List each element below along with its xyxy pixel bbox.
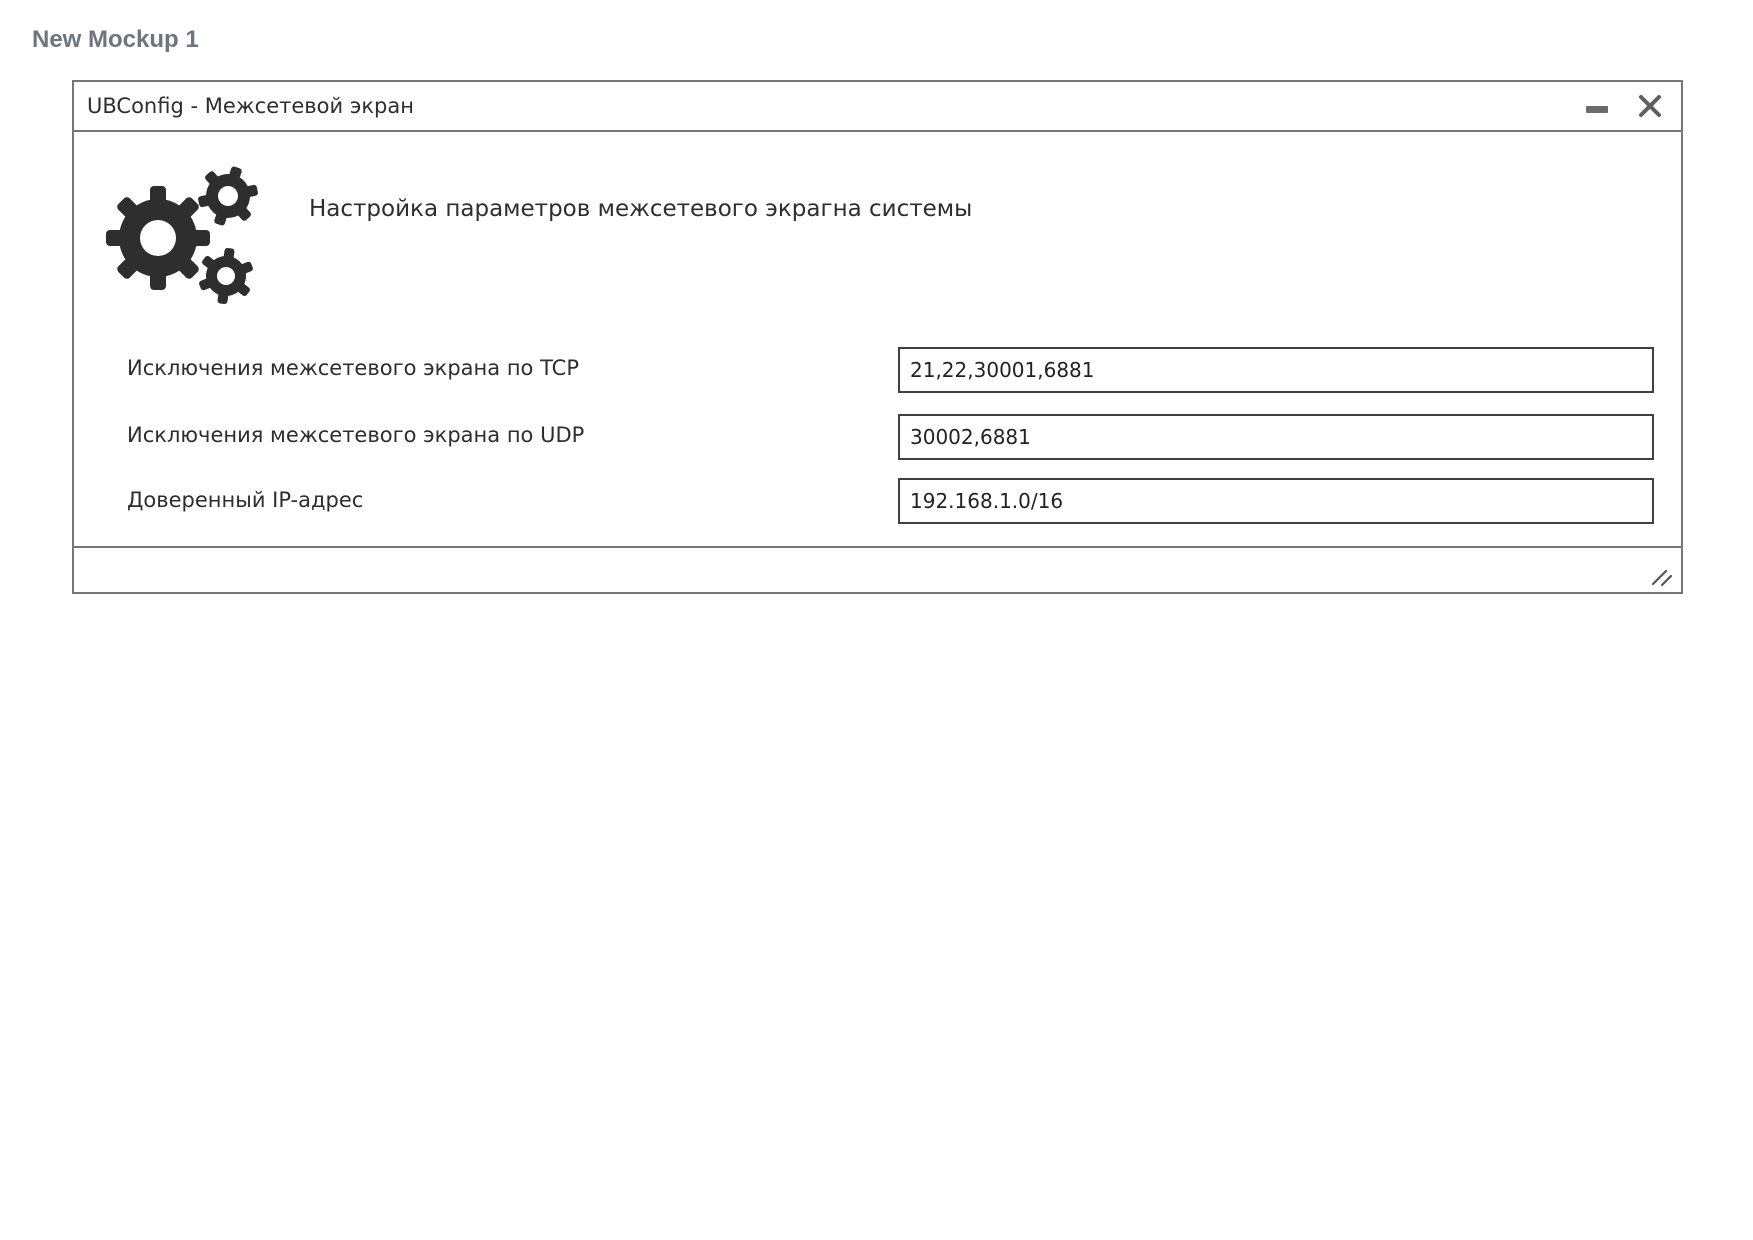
resize-grip-icon[interactable] [1651,567,1673,587]
close-button[interactable] [1637,93,1663,119]
window-content [74,132,1681,546]
tcp-exceptions-label: Исключения межсетевого экрана по TCP [127,356,579,380]
close-icon [1638,94,1662,118]
trusted-ip-label: Доверенный IP-адрес [127,488,364,512]
page-title: New Mockup 1 [32,26,199,53]
udp-exceptions-label: Исключения межсетевого экрана по UDP [127,423,585,447]
tcp-exceptions-input[interactable] [898,347,1654,393]
mock-window [72,80,1683,594]
trusted-ip-input[interactable] [898,478,1654,524]
window-titlebar[interactable] [74,82,1681,132]
udp-exceptions-input[interactable] [898,414,1654,460]
dialog-caption: Настройка параметров межсетевого экрагна системы [309,196,973,222]
gears-icon [104,158,264,310]
window-controls [1585,93,1663,119]
window-statusbar [74,546,1681,592]
window-title: UBConfig - Межсетевой экран [87,94,414,118]
minimize-button[interactable] [1585,93,1609,119]
minimize-icon [1586,106,1608,113]
